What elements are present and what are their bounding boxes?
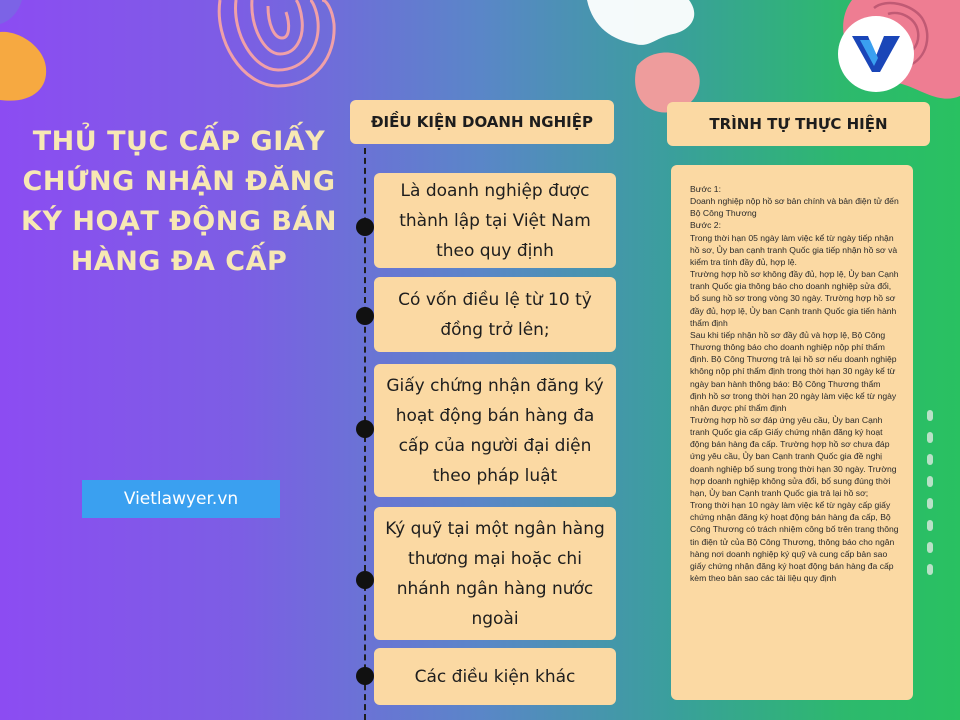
conditions-header: ĐIỀU KIỆN DOANH NGHIỆP — [350, 100, 614, 144]
brand-label: Vietlawyer.vn — [82, 480, 280, 518]
timeline-dot — [356, 218, 374, 236]
vietlawyer-logo-icon — [850, 32, 902, 76]
condition-card — [374, 648, 616, 705]
spiral-doodle-decoration — [212, 0, 342, 92]
condition-card — [374, 277, 616, 352]
timeline-dot — [356, 667, 374, 685]
vietlawyer-logo — [838, 16, 914, 92]
steps-header: TRÌNH TỰ THỰC HIỆN — [667, 102, 930, 146]
steps-text: Bước 1: Doanh nghiệp nộp hồ sơ bản chính và bản điện tử đến Bộ Công Thương Bước 2: Trong thời hạn 05 ngày làm việc kể từ ngày tiếp nhận hồ sơ, Ủy ban cạnh tranh Quốc gia tiếp nhận hồ sơ và kiểm tra tính đầy đủ, hợp lệ. Trường hợp hồ sơ không đầy đủ, hợp lệ, Ủy ban Cạnh tranh Quốc gia thông báo cho doanh nghiệp sửa đổi, bổ sung hồ sơ trong vòng 30 ngày. Trường hợp hồ sơ đầy đủ, hợp lệ, Ủy ban Cạnh tranh Quốc gia tiến hành thẩm định Sau khi tiếp nhận hồ sơ đầy đủ và hợp lệ, Bộ Công Thương thông báo cho doanh nghiệp nộp phí thẩm định. Bộ Công Thương trả lại hồ sơ nếu doanh nghiệp không nộp phí thẩm định trong thời hạn 30 ngày kể từ ngày ban hành thông báo: Bộ Công Thương thẩm định hồ sơ trong thời hạn 20 ngày làm việc kể từ ngày nhận được phí thẩm định Trường hợp hồ sơ đáp ứng yêu cầu, Ủy ban Cạnh tranh Quốc gia cấp Giấy chứng nhận đăng ký hoạt động bán hàng đa cấp. Trường hợp hồ sơ chưa đáp ứng yêu cầu, Ủy ban Cạnh tranh Quốc gia đề nghị doanh nghiệp bổ sung trong thời hạn 30 ngày. Trường hợp doanh nghiệp không sửa đổi, bổ sung đúng thời hạn, Ủy ban Cạnh tranh Quốc gia trả lại hồ sơ; Trong thời hạn 10 ngày làm việc kể từ ngày cấp giấy chứng nhận đăng ký hoạt động bán hàng đa cấp, Bộ Công Thương có trách nhiệm công bố trên trang thông tin điện tử của Bộ Công Thương, thông báo cho ngân hàng nơi doanh nghiệp ký quỹ và cung cấp bản sao giấy chứng nhận đăng ký hoạt động bán hàng đa cấp kèm theo bản sao các tài liệu quy định — [690, 184, 899, 583]
timeline-dot — [356, 307, 374, 325]
timeline-dot — [356, 420, 374, 438]
condition-card — [374, 364, 616, 497]
condition-card — [374, 173, 616, 268]
side-dots-decoration — [927, 410, 933, 586]
condition-text: Có vốn điều lệ từ 10 tỷ đồng trở lên; — [398, 289, 592, 340]
orange-blob-decoration — [0, 0, 60, 110]
pink-rose-decoration — [830, 0, 960, 104]
steps-card — [671, 165, 913, 700]
condition-text: Các điều kiện khác — [414, 666, 576, 687]
condition-text: Là doanh nghiệp được thành lập tại Việt Nam theo quy định — [399, 180, 591, 261]
page-title: THỦ TỤC CẤP GIẤY CHỨNG NHẬN ĐĂNG KÝ HOẠT ĐỘNG BÁN HÀNG ĐA CẤP — [21, 126, 337, 277]
condition-text: Giấy chứng nhận đăng ký hoạt động bán hàng đa cấp của người đại diện theo pháp luật — [386, 375, 604, 486]
condition-text: Ký quỹ tại một ngân hàng thương mại hoặc chi nhánh ngân hàng nước ngoài — [385, 518, 605, 629]
condition-card — [374, 507, 616, 640]
timeline-dot — [356, 571, 374, 589]
